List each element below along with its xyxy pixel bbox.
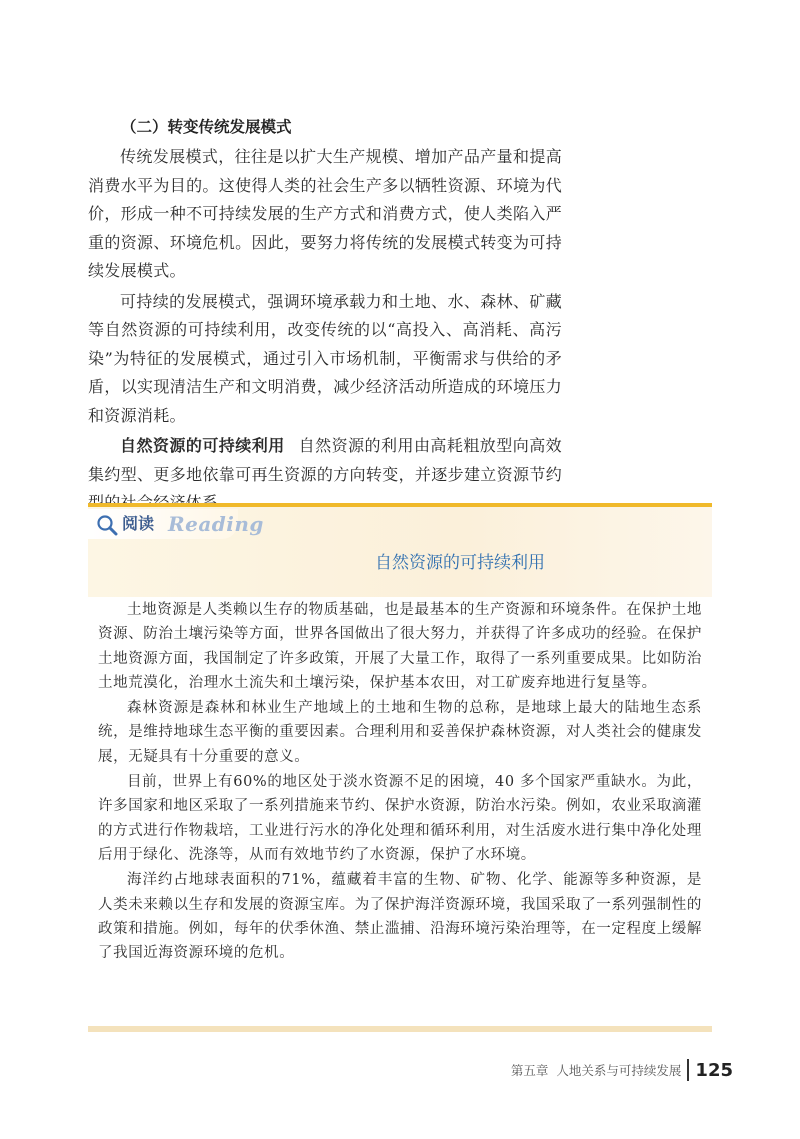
lead-term: 自然资源的可持续利用 (120, 436, 285, 455)
paragraph: 传统发展模式，往往是以扩大生产规模、增加产品产量和提高消费水平为目的。这使得人类的社会生产多以牺牲资源、环境为代价，形成一种不可持续发展的生产方式和消费方式，使人类陷入严重的资源、环境危机。因此，要努力将传统的发展模式转变为可持续发展模式。 (88, 147, 562, 280)
reading-paragraph: 土地资源是人类赖以生存的物质基础，也是最基本的生产资源和环境条件。在保护土地资源、防治土壤污染等方面，世界各国做出了很大努力，并获得了许多成功的经验。在保护土地资源方面，我国制定了许多政策，开展了大量工作，取得了一系列重要成果。比如防治土地荒漠化，治理水土流失和土壤污染，保护基本农田，对工矿废弃地进行复垦等。 (98, 602, 702, 691)
reading-body (98, 598, 702, 966)
page-number: 125 (695, 1059, 733, 1081)
footer-chapter: 第五章 (510, 1063, 549, 1078)
reading-box (88, 503, 712, 1033)
reading-bottom-rule (88, 1026, 712, 1032)
reading-tab (88, 509, 264, 539)
reading-title: 自然资源的可持续利用 (375, 553, 545, 573)
section-heading: （二）转变传统发展模式 (121, 118, 292, 136)
footer-title: 人地关系与可持续发展 (556, 1063, 682, 1078)
reading-paragraph: 森林资源是森林和林业生产地域上的土地和生物的总称，是地球上最大的陆地生态系统，是维持地球生态平衡的重要因素。合理利用和妥善保护森林资源，对人类社会的健康发展，无疑具有十分重要的意义。 (98, 700, 702, 765)
lead-text: 自然资源的利用由高耗粗放型向高效集约型、更多地依靠可再生资源的方向转变，并逐步建立资源节约 (88, 436, 562, 484)
reading-paragraph: 海洋约占地球表面积的71%，蕴藏着丰富的生物、矿物、化学、能源等多种资源，是人类未来赖以生存和发展的资源宝库。为了保护海洋资源环境，我国采取了一系列强制性的政策和措施。例如，每年的伏季休渔、禁止滥捕、沿海环境污染治理等，在一定程度上缓解了我国近海资源环境的危机。 (98, 872, 702, 962)
reading-label-en: Reading (168, 512, 264, 536)
paragraph: 可持续的发展模式，强调环境承载力和土地、水、森林、矿藏等自然资源的可持续利用，改变传统的以“高投入、高消耗、高污染”为特征的发展模式，通过引入市场机制，平衡需求与供给的矛盾，以实现清洁生产和文明消费，减少经济活动所造成的环境压力和资源消耗。 (88, 291, 562, 425)
reading-label: 阅读 (122, 514, 155, 533)
footer-divider (687, 1059, 689, 1081)
page-footer (511, 1058, 733, 1082)
reading-paragraph: 目前，世界上有60%的地区处于淡水资源不足的困境，40 多个国家严重缺水。为此，许多国家和地区采取了一系列措施来节约、保护水资源，防治水污染。例如，农业采取滴灌的方式进行作物栽培，工业进行污水的净化处理和循环利用，对生活废水进行集中净化处理后用于绿化、洗涤等，从而有效地节约了水资源，保护了水环境。 (98, 774, 702, 863)
main-text (88, 116, 562, 518)
search-icon (96, 514, 118, 536)
